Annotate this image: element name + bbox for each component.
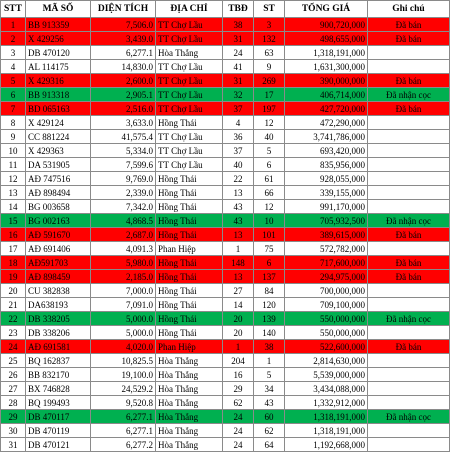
cell-stt: 24 — [1, 340, 26, 354]
cell-stt: 5 — [1, 74, 26, 88]
cell-dia-chi: Hồng Thái — [156, 172, 223, 186]
cell-ma-so: AĐ 747516 — [26, 172, 91, 186]
cell-tbd: 43 — [223, 200, 254, 214]
cell-stt: 19 — [1, 270, 26, 284]
cell-ghi-chu — [368, 116, 450, 130]
cell-stt: 9 — [1, 130, 26, 144]
cell-dia-chi: Hồng Thái — [156, 312, 223, 326]
cell-stt: 18 — [1, 256, 26, 270]
table-row — [1, 214, 450, 228]
table-row — [1, 396, 450, 410]
cell-tbd: 31 — [223, 74, 254, 88]
cell-ghi-chu — [368, 382, 450, 396]
cell-dien-tich: 14,830.0 — [91, 60, 156, 74]
cell-ghi-chu: Đã bán — [368, 102, 450, 116]
cell-stt: 8 — [1, 116, 26, 130]
cell-stt: 10 — [1, 144, 26, 158]
table-row — [1, 382, 450, 396]
cell-ma-so: DB 470119 — [26, 424, 91, 438]
cell-tbd: 27 — [223, 284, 254, 298]
cell-stt: 29 — [1, 410, 26, 424]
cell-tong-gia: 339,155,000 — [285, 186, 368, 200]
cell-ghi-chu — [368, 158, 450, 172]
cell-tong-gia: 693,420,000 — [285, 144, 368, 158]
cell-dia-chi: Hồng Thái — [156, 256, 223, 270]
cell-dien-tich: 2,905.1 — [91, 88, 156, 102]
cell-ma-so: X 429124 — [26, 116, 91, 130]
cell-tong-gia: 498,655,000 — [285, 32, 368, 46]
cell-tong-gia: 472,290,000 — [285, 116, 368, 130]
header-tbd: TBĐ — [223, 1, 254, 18]
cell-st: 6 — [254, 256, 285, 270]
cell-tbd: 36 — [223, 130, 254, 144]
cell-st: 1 — [254, 354, 285, 368]
cell-tbd: 38 — [223, 18, 254, 32]
cell-ghi-chu — [368, 200, 450, 214]
cell-dien-tich: 7,000.0 — [91, 284, 156, 298]
cell-ma-so: AĐ 691406 — [26, 242, 91, 256]
cell-tong-gia: 1,318,191,000 — [285, 424, 368, 438]
cell-st: 17 — [254, 88, 285, 102]
cell-tong-gia: 900,720,000 — [285, 18, 368, 32]
cell-ghi-chu — [368, 172, 450, 186]
cell-dia-chi: Hồng Thái — [156, 228, 223, 242]
cell-stt: 6 — [1, 88, 26, 102]
cell-tong-gia: 3,741,786,000 — [285, 130, 368, 144]
cell-st: 269 — [254, 74, 285, 88]
cell-stt: 4 — [1, 60, 26, 74]
cell-stt: 26 — [1, 368, 26, 382]
cell-dien-tich: 3,633.0 — [91, 116, 156, 130]
cell-ma-so: BB 832170 — [26, 368, 91, 382]
cell-tbd: 29 — [223, 382, 254, 396]
cell-tong-gia: 835,956,000 — [285, 158, 368, 172]
table-row — [1, 298, 450, 312]
cell-tbd: 24 — [223, 410, 254, 424]
cell-ghi-chu: Đã nhận cọc — [368, 214, 450, 228]
cell-ghi-chu — [368, 242, 450, 256]
table-row — [1, 200, 450, 214]
cell-dien-tich: 7,342.0 — [91, 200, 156, 214]
cell-st: 6 — [254, 158, 285, 172]
cell-dia-chi: Hồng Thái — [156, 270, 223, 284]
cell-st: 101 — [254, 228, 285, 242]
cell-tong-gia: 572,782,000 — [285, 242, 368, 256]
cell-ghi-chu — [368, 368, 450, 382]
cell-ghi-chu: Đã bán — [368, 340, 450, 354]
cell-tbd: 1 — [223, 340, 254, 354]
cell-tong-gia: 928,055,000 — [285, 172, 368, 186]
cell-st: 40 — [254, 130, 285, 144]
table-row — [1, 410, 450, 424]
cell-st: 75 — [254, 242, 285, 256]
cell-stt: 13 — [1, 186, 26, 200]
cell-dia-chi: Hòa Thắng — [156, 396, 223, 410]
cell-tong-gia: 705,932,500 — [285, 214, 368, 228]
cell-tong-gia: 406,714,000 — [285, 88, 368, 102]
cell-st: 84 — [254, 284, 285, 298]
header-dien-tich: DIỆN TÍCH — [91, 1, 156, 18]
cell-ma-so: AĐ591703 — [26, 256, 91, 270]
table-row — [1, 18, 450, 32]
cell-tong-gia: 700,000,000 — [285, 284, 368, 298]
cell-stt: 25 — [1, 354, 26, 368]
cell-ma-so: DB 470117 — [26, 410, 91, 424]
cell-dia-chi: Hồng Thái — [156, 186, 223, 200]
cell-tbd: 4 — [223, 116, 254, 130]
cell-ma-so: BG 003658 — [26, 200, 91, 214]
cell-tbd: 24 — [223, 438, 254, 452]
cell-tbd: 13 — [223, 186, 254, 200]
cell-tong-gia: 3,434,088,000 — [285, 382, 368, 396]
cell-dia-chi: Hòa Thắng — [156, 46, 223, 60]
table-row — [1, 144, 450, 158]
cell-stt: 23 — [1, 326, 26, 340]
table-row — [1, 102, 450, 116]
cell-st: 61 — [254, 172, 285, 186]
table-row — [1, 46, 450, 60]
cell-st: 9 — [254, 60, 285, 74]
cell-tbd: 20 — [223, 326, 254, 340]
cell-st: 43 — [254, 396, 285, 410]
cell-dien-tich: 3,439.0 — [91, 32, 156, 46]
cell-ghi-chu: Đã nhận cọc — [368, 312, 450, 326]
cell-tbd: 24 — [223, 424, 254, 438]
cell-tong-gia: 389,615,000 — [285, 228, 368, 242]
cell-dien-tich: 6,277.1 — [91, 410, 156, 424]
cell-ma-so: BB 913359 — [26, 18, 91, 32]
cell-st: 12 — [254, 116, 285, 130]
cell-ghi-chu — [368, 144, 450, 158]
cell-ghi-chu: Đã bán — [368, 270, 450, 284]
cell-dia-chi: Hòa Thắng — [156, 368, 223, 382]
cell-tong-gia: 550,000,000 — [285, 312, 368, 326]
cell-ghi-chu: Đã bán — [368, 74, 450, 88]
cell-tong-gia: 2,814,630,000 — [285, 354, 368, 368]
header-row — [1, 1, 450, 18]
cell-st: 5 — [254, 368, 285, 382]
cell-dien-tich: 7,506.0 — [91, 18, 156, 32]
cell-tong-gia: 717,600,000 — [285, 256, 368, 270]
cell-tong-gia: 522,600,000 — [285, 340, 368, 354]
table-row — [1, 228, 450, 242]
cell-ma-so: BB 913318 — [26, 88, 91, 102]
cell-ghi-chu — [368, 186, 450, 200]
cell-dien-tich: 41,575.4 — [91, 130, 156, 144]
cell-tbd: 32 — [223, 88, 254, 102]
cell-tbd: 1 — [223, 242, 254, 256]
cell-stt: 27 — [1, 382, 26, 396]
table-row — [1, 186, 450, 200]
cell-ghi-chu — [368, 60, 450, 74]
cell-tong-gia: 390,000,000 — [285, 74, 368, 88]
cell-stt: 31 — [1, 438, 26, 452]
cell-stt: 2 — [1, 32, 26, 46]
cell-ghi-chu: Đã bán — [368, 18, 450, 32]
cell-dien-tich: 4,868.5 — [91, 214, 156, 228]
cell-dien-tich: 2,185.0 — [91, 270, 156, 284]
cell-tbd: 62 — [223, 396, 254, 410]
cell-tbd: 43 — [223, 214, 254, 228]
cell-ghi-chu — [368, 424, 450, 438]
cell-ghi-chu: Đã bán — [368, 228, 450, 242]
cell-ma-so: AĐ 591670 — [26, 228, 91, 242]
cell-stt: 16 — [1, 228, 26, 242]
cell-stt: 14 — [1, 200, 26, 214]
cell-ma-so: BD 065163 — [26, 102, 91, 116]
cell-dia-chi: Hòa Thắng — [156, 438, 223, 452]
table-row — [1, 438, 450, 452]
cell-dia-chi: TT Chợ Lầu — [156, 74, 223, 88]
header-stt: STT — [1, 1, 26, 18]
cell-ma-so: AĐ 898494 — [26, 186, 91, 200]
cell-dien-tich: 7,091.0 — [91, 298, 156, 312]
cell-ma-so: CC 881224 — [26, 130, 91, 144]
cell-dien-tich: 4,091.3 — [91, 242, 156, 256]
header-st: ST — [254, 1, 285, 18]
cell-dien-tich: 5,000.0 — [91, 326, 156, 340]
cell-ghi-chu — [368, 438, 450, 452]
table-row — [1, 326, 450, 340]
cell-dien-tich: 5,334.0 — [91, 144, 156, 158]
cell-ma-so: X 429363 — [26, 144, 91, 158]
cell-ghi-chu — [368, 130, 450, 144]
cell-tong-gia: 1,318,191,000 — [285, 46, 368, 60]
cell-dien-tich: 5,980.0 — [91, 256, 156, 270]
cell-ghi-chu — [368, 326, 450, 340]
cell-dien-tich: 7,599.6 — [91, 158, 156, 172]
cell-dien-tich: 19,100.0 — [91, 368, 156, 382]
cell-tbd: 20 — [223, 312, 254, 326]
cell-dia-chi: Hồng Thái — [156, 298, 223, 312]
cell-dien-tich: 2,687.0 — [91, 228, 156, 242]
cell-stt: 11 — [1, 158, 26, 172]
cell-st: 3 — [254, 18, 285, 32]
header-ghi-chu: Ghi chú — [368, 1, 450, 18]
cell-st: 10 — [254, 214, 285, 228]
cell-tbd: 22 — [223, 172, 254, 186]
cell-ma-so: DB 338205 — [26, 312, 91, 326]
cell-tbd: 40 — [223, 158, 254, 172]
table-row — [1, 88, 450, 102]
cell-st: 63 — [254, 46, 285, 60]
cell-ghi-chu: Đã bán — [368, 32, 450, 46]
header-dia-chi: ĐỊA CHỈ — [156, 1, 223, 18]
cell-stt: 3 — [1, 46, 26, 60]
cell-st: 60 — [254, 410, 285, 424]
cell-st: 66 — [254, 186, 285, 200]
cell-dia-chi: TT Chợ Lầu — [156, 130, 223, 144]
cell-tbd: 16 — [223, 368, 254, 382]
cell-dia-chi: Hồng Thái — [156, 326, 223, 340]
table-body — [1, 18, 450, 452]
header-ma-so: MÃ SỐ — [26, 1, 91, 18]
table-row — [1, 284, 450, 298]
cell-tong-gia: 550,000,000 — [285, 326, 368, 340]
cell-ghi-chu — [368, 354, 450, 368]
cell-st: 120 — [254, 298, 285, 312]
cell-tong-gia: 1,631,300,000 — [285, 60, 368, 74]
cell-tong-gia: 1,332,912,000 — [285, 396, 368, 410]
cell-dia-chi: Hòa Thắng — [156, 410, 223, 424]
cell-tong-gia: 427,720,000 — [285, 102, 368, 116]
cell-st: 137 — [254, 270, 285, 284]
cell-ghi-chu — [368, 284, 450, 298]
cell-dien-tich: 24,529.2 — [91, 382, 156, 396]
cell-ma-so: BG 002163 — [26, 214, 91, 228]
cell-ma-so: X 429256 — [26, 32, 91, 46]
cell-dien-tich: 2,516.0 — [91, 102, 156, 116]
cell-dien-tich: 9,520.8 — [91, 396, 156, 410]
cell-tbd: 13 — [223, 270, 254, 284]
table-row — [1, 270, 450, 284]
table-row — [1, 312, 450, 326]
cell-dia-chi: Hòa Thắng — [156, 424, 223, 438]
cell-tbd: 204 — [223, 354, 254, 368]
cell-stt: 28 — [1, 396, 26, 410]
cell-st: 140 — [254, 326, 285, 340]
cell-st: 64 — [254, 438, 285, 452]
cell-ma-so: BQ 199493 — [26, 396, 91, 410]
table-row — [1, 74, 450, 88]
cell-ma-so: AĐ 898459 — [26, 270, 91, 284]
cell-st: 132 — [254, 32, 285, 46]
cell-dien-tich: 2,600.0 — [91, 74, 156, 88]
cell-tbd: 37 — [223, 144, 254, 158]
cell-dia-chi: TT Chợ Lầu — [156, 102, 223, 116]
cell-ghi-chu — [368, 46, 450, 60]
cell-st: 38 — [254, 340, 285, 354]
cell-tbd: 14 — [223, 298, 254, 312]
cell-dien-tich: 2,339.0 — [91, 186, 156, 200]
cell-dia-chi: Hồng Thái — [156, 214, 223, 228]
table-row — [1, 32, 450, 46]
cell-tong-gia: 1,318,191,000 — [285, 410, 368, 424]
table-row — [1, 424, 450, 438]
cell-stt: 15 — [1, 214, 26, 228]
cell-tbd: 13 — [223, 228, 254, 242]
table-row — [1, 172, 450, 186]
cell-dia-chi: TT Chợ Lầu — [156, 60, 223, 74]
cell-dia-chi: Phan Hiệp — [156, 340, 223, 354]
cell-dia-chi: TT Chợ Lầu — [156, 32, 223, 46]
cell-dia-chi: Hòa Thắng — [156, 382, 223, 396]
table-row — [1, 158, 450, 172]
cell-tong-gia: 5,539,000,000 — [285, 368, 368, 382]
cell-ma-so: DA 531905 — [26, 158, 91, 172]
cell-ghi-chu — [368, 298, 450, 312]
cell-dien-tich: 6,277.1 — [91, 424, 156, 438]
cell-ma-so: CU 382838 — [26, 284, 91, 298]
cell-ghi-chu — [368, 396, 450, 410]
table-row — [1, 60, 450, 74]
table-row — [1, 116, 450, 130]
cell-stt: 30 — [1, 424, 26, 438]
cell-ma-so: BQ 162837 — [26, 354, 91, 368]
cell-dia-chi: Phan Hiệp — [156, 242, 223, 256]
table-row — [1, 340, 450, 354]
cell-ghi-chu: Đã nhận cọc — [368, 410, 450, 424]
cell-dien-tich: 9,769.0 — [91, 172, 156, 186]
cell-tong-gia: 294,975,000 — [285, 270, 368, 284]
cell-st: 62 — [254, 424, 285, 438]
cell-dia-chi: TT Chợ Lầu — [156, 158, 223, 172]
cell-tong-gia: 1,192,668,000 — [285, 438, 368, 452]
cell-ma-so: DA638193 — [26, 298, 91, 312]
table-row — [1, 242, 450, 256]
cell-dien-tich: 6,277.2 — [91, 438, 156, 452]
table-row — [1, 256, 450, 270]
cell-dia-chi: Hồng Thái — [156, 284, 223, 298]
table-row — [1, 354, 450, 368]
cell-st: 12 — [254, 200, 285, 214]
cell-stt: 22 — [1, 312, 26, 326]
cell-ghi-chu: Đã bán — [368, 256, 450, 270]
cell-dien-tich: 4,020.0 — [91, 340, 156, 354]
cell-dia-chi: TT Chợ Lầu — [156, 18, 223, 32]
cell-stt: 21 — [1, 298, 26, 312]
cell-dien-tich: 5,000.0 — [91, 312, 156, 326]
cell-tbd: 41 — [223, 60, 254, 74]
cell-st: 34 — [254, 382, 285, 396]
cell-ma-so: AL 114175 — [26, 60, 91, 74]
cell-stt: 12 — [1, 172, 26, 186]
cell-dia-chi: Hồng Thái — [156, 116, 223, 130]
cell-st: 5 — [254, 144, 285, 158]
cell-tbd: 24 — [223, 46, 254, 60]
cell-stt: 1 — [1, 18, 26, 32]
cell-st: 139 — [254, 312, 285, 326]
cell-ma-so: DB 470121 — [26, 438, 91, 452]
cell-ma-so: DB 338206 — [26, 326, 91, 340]
table-row — [1, 368, 450, 382]
cell-stt: 7 — [1, 102, 26, 116]
table-row — [1, 130, 450, 144]
cell-ma-so: X 429316 — [26, 74, 91, 88]
cell-tbd: 148 — [223, 256, 254, 270]
cell-ma-so: DB 470120 — [26, 46, 91, 60]
cell-tong-gia: 709,100,000 — [285, 298, 368, 312]
header-tong-gia: TỔNG GIÁ — [285, 1, 368, 18]
cell-ghi-chu: Đã nhận cọc — [368, 88, 450, 102]
cell-tbd: 37 — [223, 102, 254, 116]
cell-ma-so: AĐ 691581 — [26, 340, 91, 354]
cell-stt: 20 — [1, 284, 26, 298]
cell-dien-tich: 10,825.5 — [91, 354, 156, 368]
cell-dia-chi: TT Chợ Lầu — [156, 88, 223, 102]
cell-dia-chi: Hòa Thắng — [156, 354, 223, 368]
cell-dia-chi: Hồng Thái — [156, 200, 223, 214]
cell-dien-tich: 6,277.1 — [91, 46, 156, 60]
cell-tbd: 31 — [223, 32, 254, 46]
cell-dia-chi: TT Chợ Lầu — [156, 144, 223, 158]
cell-tong-gia: 991,170,000 — [285, 200, 368, 214]
table-header — [1, 1, 450, 18]
cell-stt: 17 — [1, 242, 26, 256]
cell-ma-so: BX 746828 — [26, 382, 91, 396]
cell-st: 197 — [254, 102, 285, 116]
